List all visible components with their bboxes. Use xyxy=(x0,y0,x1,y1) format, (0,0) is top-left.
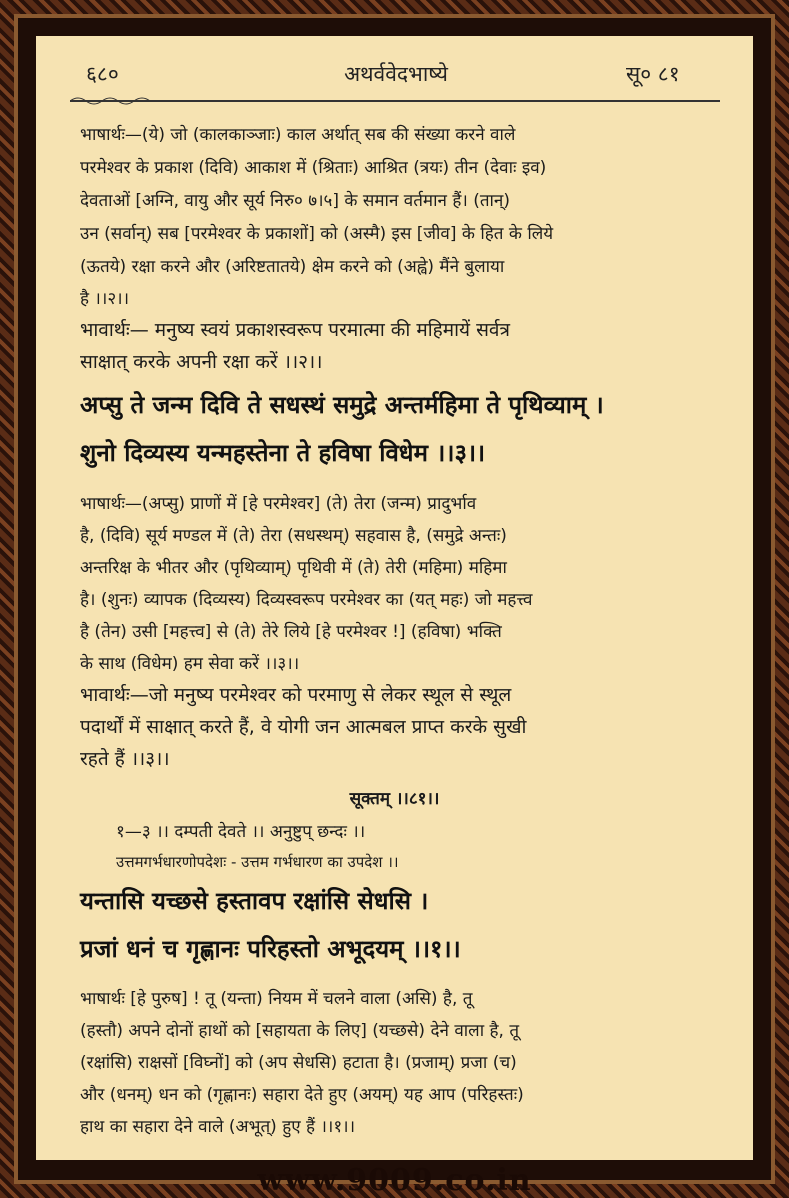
bhavarth-line: पदार्थों में साक्षात् करते हैं, वे योगी जन आत्मबल प्राप्त करके सुखी xyxy=(80,716,527,738)
section2-line: है, (दिवि) सूर्य मण्डल में (ते) तेरा (सधस्थम्) सहवास है, (समुद्रे अन्तः) xyxy=(80,526,507,546)
section1-line: परमेश्वर के प्रकाश (दिवि) आकाश में (श्रिताः) आश्रित (त्रयः) तीन (देवाः इव) xyxy=(80,158,547,178)
section1-line: है ।।२।। xyxy=(80,289,130,309)
bhavarth-line: साक्षात् करके अपनी रक्षा करें ।।२।। xyxy=(80,351,323,373)
page-title: अथर्ववेदभाष्ये xyxy=(344,62,448,86)
section3-line: (रक्षांसि) राक्षसों [विघ्नों] को (अप सेधसि) हटाता है। (प्रजाम्) प्रजा (च) xyxy=(80,1053,517,1073)
section3-line: हाथ का सहारा देने वाले (अभूत्) हुए हैं ।।१।। xyxy=(80,1117,356,1137)
section2-line: अन्तरिक्ष के भीतर और (पृथिव्याम्) पृथिवी में (ते) तेरी (महिमा) महिमा xyxy=(80,558,507,578)
mantra-line: अप्सु ते जन्म दिवि ते सधस्थं समुद्रे अन्तर्महिमा ते पृथिव्याम् । xyxy=(80,390,604,419)
bhavarth-line: रहते हैं ।।३।। xyxy=(80,748,170,770)
bhavarth-line: भावार्थः—जो मनुष्य परमेश्वर को परमाणु से लेकर स्थूल से स्थूल xyxy=(80,684,512,706)
website-watermark: www.9009.co.in xyxy=(257,1163,532,1198)
section2-line: भाषार्थः—(अप्सु) प्राणों में [हे परमेश्वर] (ते) तेरा (जन्म) प्रादुर्भाव xyxy=(80,494,477,514)
sukta-title: सूक्तम् ।।८१।। xyxy=(349,789,440,809)
book-page xyxy=(36,36,753,1160)
header-ornament-rule xyxy=(70,96,720,106)
sukta-meta: १—३ ।। दम्पती देवते ।। अनुष्टुप् छन्दः ।। xyxy=(116,822,366,842)
mantra-line: प्रजां धनं च गृह्णानः परिहस्तो अभूदयम् ।।१।। xyxy=(80,934,461,963)
mantra-line: यन्तासि यच्छसे हस्तावप रक्षांसि सेधसि । xyxy=(80,886,429,915)
sukta-number: सू० ८१ xyxy=(626,62,680,86)
section1-line: (ऊतये) रक्षा करने और (अरिष्टतातये) क्षेम करने को (अह्वे) मैंने बुलाया xyxy=(80,257,505,277)
page-number: ६८० xyxy=(86,62,119,86)
section3-line: (हस्तौ) अपने दोनों हाथों को [सहायता के लिए] (यच्छसे) देने वाला है, तू xyxy=(80,1021,520,1041)
section1-line: भाषार्थः—(ये) जो (कालकाञ्जाः) काल अर्थात् सब की संख्या करने वाले xyxy=(80,125,516,145)
section2-line: है। (शुनः) व्यापक (दिव्यस्य) दिव्यस्वरूप परमेश्वर का (यत् महः) जो महत्त्व xyxy=(80,590,533,610)
section2-line: के साथ (विधेम) हम सेवा करें ।।३।। xyxy=(80,654,300,674)
mantra-line: शुनो दिव्यस्य यन्महस्तेना ते हविषा विधेम ।।३।। xyxy=(80,438,486,467)
section3-line: और (धनम्) धन को (गृह्णानः) सहारा देते हुए (अयम्) यह आप (परिहस्तः) xyxy=(80,1085,524,1105)
bhavarth-line: भावार्थः— मनुष्य स्वयं प्रकाशस्वरूप परमात्मा की महिमायें सर्वत्र xyxy=(80,319,510,341)
section1-line: देवताओं [अग्नि, वायु और सूर्य निरु० ७।५] के समान वर्तमान हैं। (तान्) xyxy=(80,191,510,211)
section3-line: भाषार्थः [हे पुरुष] ! तू (यन्ता) नियम में चलने वाला (असि) है, तू xyxy=(80,989,473,1009)
sukta-upadesh: उत्तमगर्भधारणोपदेशः - उत्तम गर्भधारण का उपदेश ।। xyxy=(116,853,399,871)
section1-line: उन (सर्वान्) सब [परमेश्वर के प्रकाशों] को (अस्मै) इस [जीव] के हित के लिये xyxy=(80,224,554,244)
section2-line: है (तेन) उसी [महत्त्व] से (ते) तेरे लिये [हे परमेश्वर !] (हविषा) भक्ति xyxy=(80,622,502,642)
